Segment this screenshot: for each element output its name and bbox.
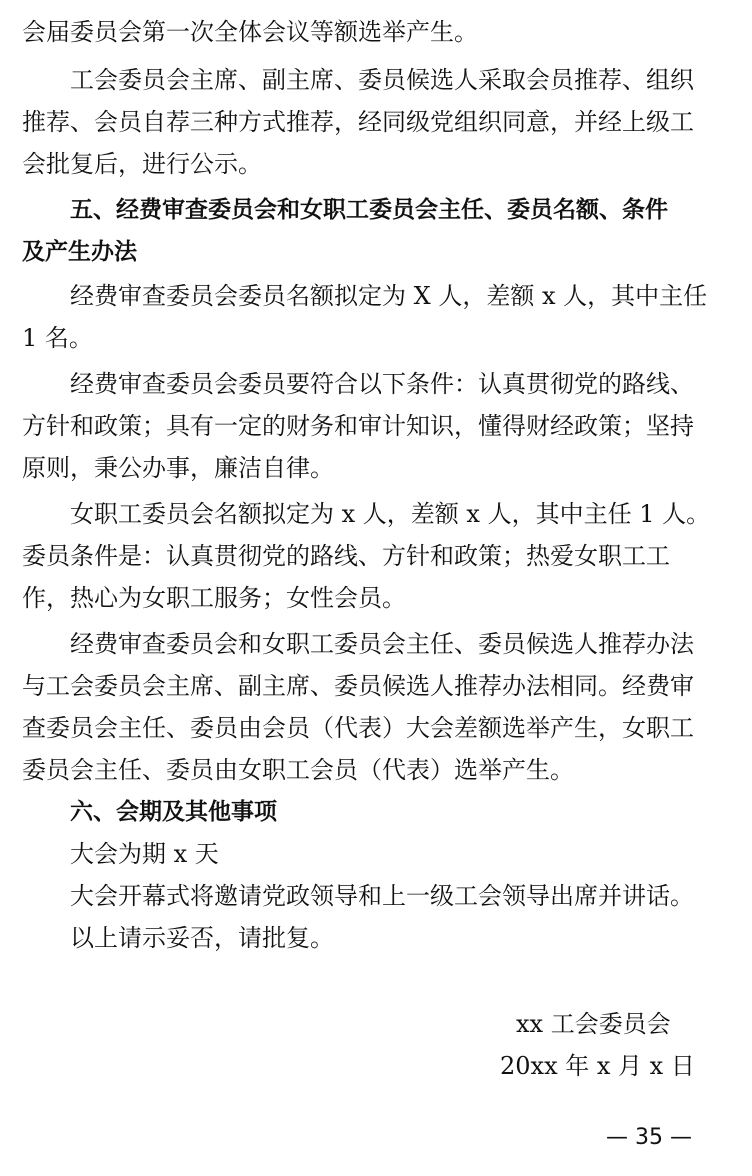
- text-line: 会届委员会第一次全体会议等额选举产生。: [22, 18, 478, 46]
- text-line: 方针和政策；具有一定的财务和审计知识，懂得财经政策；坚持: [22, 412, 694, 440]
- page-number: — 35 —: [606, 1125, 692, 1150]
- paragraph-line: 工会委员会主席、副主席、委员候选人采取会员推荐、组织: [70, 66, 694, 94]
- text-line: 委员会主任、委员由女职工会员（代表）选举产生。: [22, 756, 574, 784]
- closing-line: 以上请示妥否，请批复。: [70, 924, 334, 952]
- section-heading-6: 六、会期及其他事项: [70, 799, 277, 825]
- paragraph-line: 大会开幕式将邀请党政领导和上一级工会领导出席并讲话。: [70, 882, 694, 910]
- text-line: 委员条件是：认真贯彻党的路线、方针和政策；热爱女职工工: [22, 542, 670, 570]
- text-line: 会批复后，进行公示。: [22, 150, 262, 178]
- text-line: 与工会委员会主席、副主席、委员候选人推荐办法相同。经费审: [22, 672, 694, 700]
- signature-org: xx 工会委员会: [516, 1010, 671, 1038]
- paragraph-line: 女职工委员会名额拟定为 x 人，差额 x 人，其中主任 1 人。: [70, 500, 711, 528]
- paragraph-line: 经费审查委员会和女职工委员会主任、委员候选人推荐办法: [70, 630, 694, 658]
- text-line: 推荐、会员自荐三种方式推荐，经同级党组织同意，并经上级工: [22, 108, 694, 136]
- paragraph-line: 大会为期 x 天: [70, 840, 219, 868]
- paragraph-line: 经费审查委员会委员要符合以下条件：认真贯彻党的路线、: [70, 370, 694, 398]
- section-heading-5: 五、经费审查委员会和女职工委员会主任、委员名额、条件: [70, 197, 668, 223]
- text-line: 1 名。: [22, 324, 93, 352]
- text-line: 查委员会主任、委员由会员（代表）大会差额选举产生，女职工: [22, 714, 694, 742]
- text-line: 作，热心为女职工服务；女性会员。: [22, 584, 406, 612]
- text-line: 原则，秉公办事，廉洁自律。: [22, 454, 334, 482]
- signature-date: 20xx 年 x 月 x 日: [500, 1052, 695, 1080]
- paragraph-line: 经费审查委员会委员名额拟定为 X 人，差额 x 人，其中主任: [70, 282, 708, 310]
- section-heading-5-cont: 及产生办法: [22, 239, 137, 265]
